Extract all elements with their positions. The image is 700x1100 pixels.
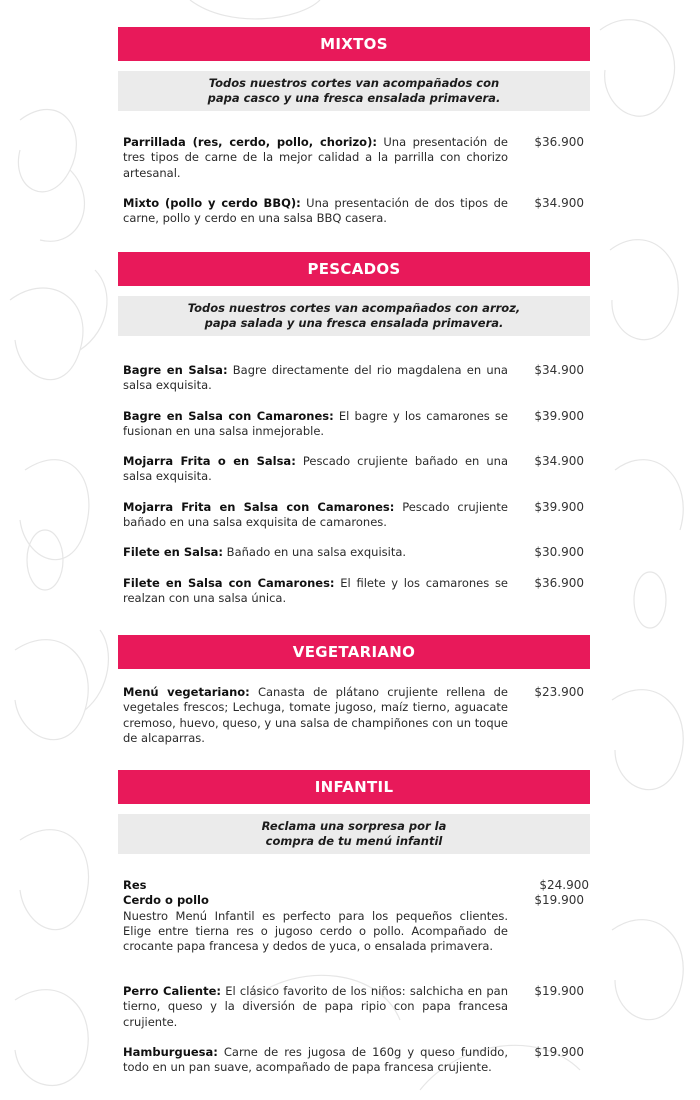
note-line: papa salada y una fresca ensalada primavera. — [204, 316, 504, 330]
item-price: $39.900 — [534, 409, 584, 423]
note-infantil — [118, 814, 590, 854]
item-description — [123, 409, 508, 440]
item-price: $23.900 — [534, 685, 584, 699]
item-price: $19.900 — [534, 893, 584, 907]
item-name: Mojarra Frita en Salsa con Camarones: — [123, 500, 395, 514]
item-text: Bañado en una salsa exquisita. — [223, 545, 407, 559]
item-name: Bagre en Salsa: — [123, 363, 228, 377]
item-text: El bagre y los camarones se fusionan en una salsa inmejorable. — [123, 409, 508, 439]
menu-item — [123, 500, 589, 531]
menu-item — [123, 196, 589, 227]
item-text: Carne de res jugosa de 160g y queso fundido, todo en un pan suave, acompañado de papa francesa crujiente. — [123, 1045, 508, 1075]
item-price: $34.900 — [534, 454, 584, 468]
item-text: Bagre directamente del rio magdalena en una salsa exquisita. — [123, 363, 508, 393]
item-name: Res — [123, 878, 147, 892]
menu-item-combo — [123, 878, 589, 954]
item-price: $19.900 — [534, 984, 584, 998]
item-description — [123, 576, 508, 607]
menu-item — [123, 1045, 589, 1076]
item-description — [123, 500, 508, 531]
item-text: Pescado crujiente bañado en una salsa exquisita de camarones. — [123, 500, 508, 530]
section-header-vegetariano: VEGETARIANO — [118, 635, 590, 669]
item-price: $39.900 — [534, 500, 584, 514]
item-description — [123, 1045, 508, 1076]
item-description — [123, 878, 508, 954]
item-price: $30.900 — [534, 545, 584, 559]
item-price: $24.900 — [539, 878, 589, 892]
item-name: Filete en Salsa con Camarones: — [123, 576, 335, 590]
item-description — [123, 196, 508, 227]
item-name: Parrillada (res, cerdo, pollo, chorizo): — [123, 135, 377, 149]
item-description — [123, 545, 508, 560]
menu-item — [123, 454, 589, 485]
menu-item — [123, 545, 589, 560]
menu-item — [123, 135, 589, 181]
note-mixtos — [118, 71, 590, 111]
menu-item — [123, 685, 589, 746]
menu-item — [123, 576, 589, 607]
item-name: Mixto (pollo y cerdo BBQ): — [123, 196, 301, 210]
note-line: Todos nuestros cortes van acompañados con — [208, 76, 500, 90]
menu-item — [123, 984, 589, 1030]
note-pescados — [118, 296, 590, 336]
item-text: El clásico favorito de los niños: salchicha en pan tierno, queso y la diversión de papa ripio con papa francesa crujiente. — [123, 984, 508, 1029]
section-header-pescados: PESCADOS — [118, 252, 590, 286]
item-name: Cerdo o pollo — [123, 893, 209, 908]
item-text: El filete y los camarones se realzan con una salsa única. — [123, 576, 509, 606]
item-description — [123, 454, 508, 485]
menu-item — [123, 363, 589, 394]
item-price: $34.900 — [534, 363, 584, 377]
item-description — [123, 135, 508, 181]
item-name: Mojarra Frita o en Salsa: — [123, 454, 296, 468]
section-header-infantil: INFANTIL — [118, 770, 590, 804]
item-name: Perro Caliente: — [123, 984, 222, 998]
item-description — [123, 685, 508, 746]
item-price: $19.900 — [534, 1045, 584, 1059]
item-name: Bagre en Salsa con Camarones: — [123, 409, 334, 423]
note-line: compra de tu menú infantil — [265, 834, 443, 848]
item-name: Filete en Salsa: — [123, 545, 224, 559]
note-line: Reclama una sorpresa por la — [261, 819, 447, 833]
section-header-mixtos: MIXTOS — [118, 27, 590, 61]
menu-item — [123, 409, 589, 440]
item-text: Canasta de plátano crujiente rellena de vegetales frescos; Lechuga, tomate jugoso, maíz tierno, aguacate cremoso, huevo, queso, y una salsa de champiñones con un toque de alcaparras. — [123, 685, 508, 745]
note-line: Todos nuestros cortes van acompañados con arroz, — [187, 301, 521, 315]
item-text: Nuestro Menú Infantil es perfecto para los pequeños clientes. Elige entre tierna res o jugoso cerdo o pollo. Acompañado de crocante papa francesa y dedos de yuca, o ensalada primavera. — [123, 908, 508, 954]
item-price: $36.900 — [534, 576, 584, 590]
item-text: Una presentación de dos tipos de carne, pollo y cerdo en una salsa BBQ casera. — [123, 196, 508, 226]
item-price: $36.900 — [534, 135, 584, 149]
item-name: Menú vegetariano: — [123, 685, 250, 699]
item-text: Pescado crujiente bañado en una salsa exquisita. — [123, 454, 508, 484]
item-description — [123, 984, 508, 1030]
item-text: Una presentación de tres tipos de carne de la mejor calidad a la parrilla con chorizo artesanal. — [123, 135, 508, 180]
item-price: $34.900 — [534, 196, 584, 210]
item-description — [123, 363, 508, 394]
note-line: papa casco y una fresca ensalada primavera. — [207, 91, 501, 105]
item-name: Hamburguesa: — [123, 1045, 218, 1059]
